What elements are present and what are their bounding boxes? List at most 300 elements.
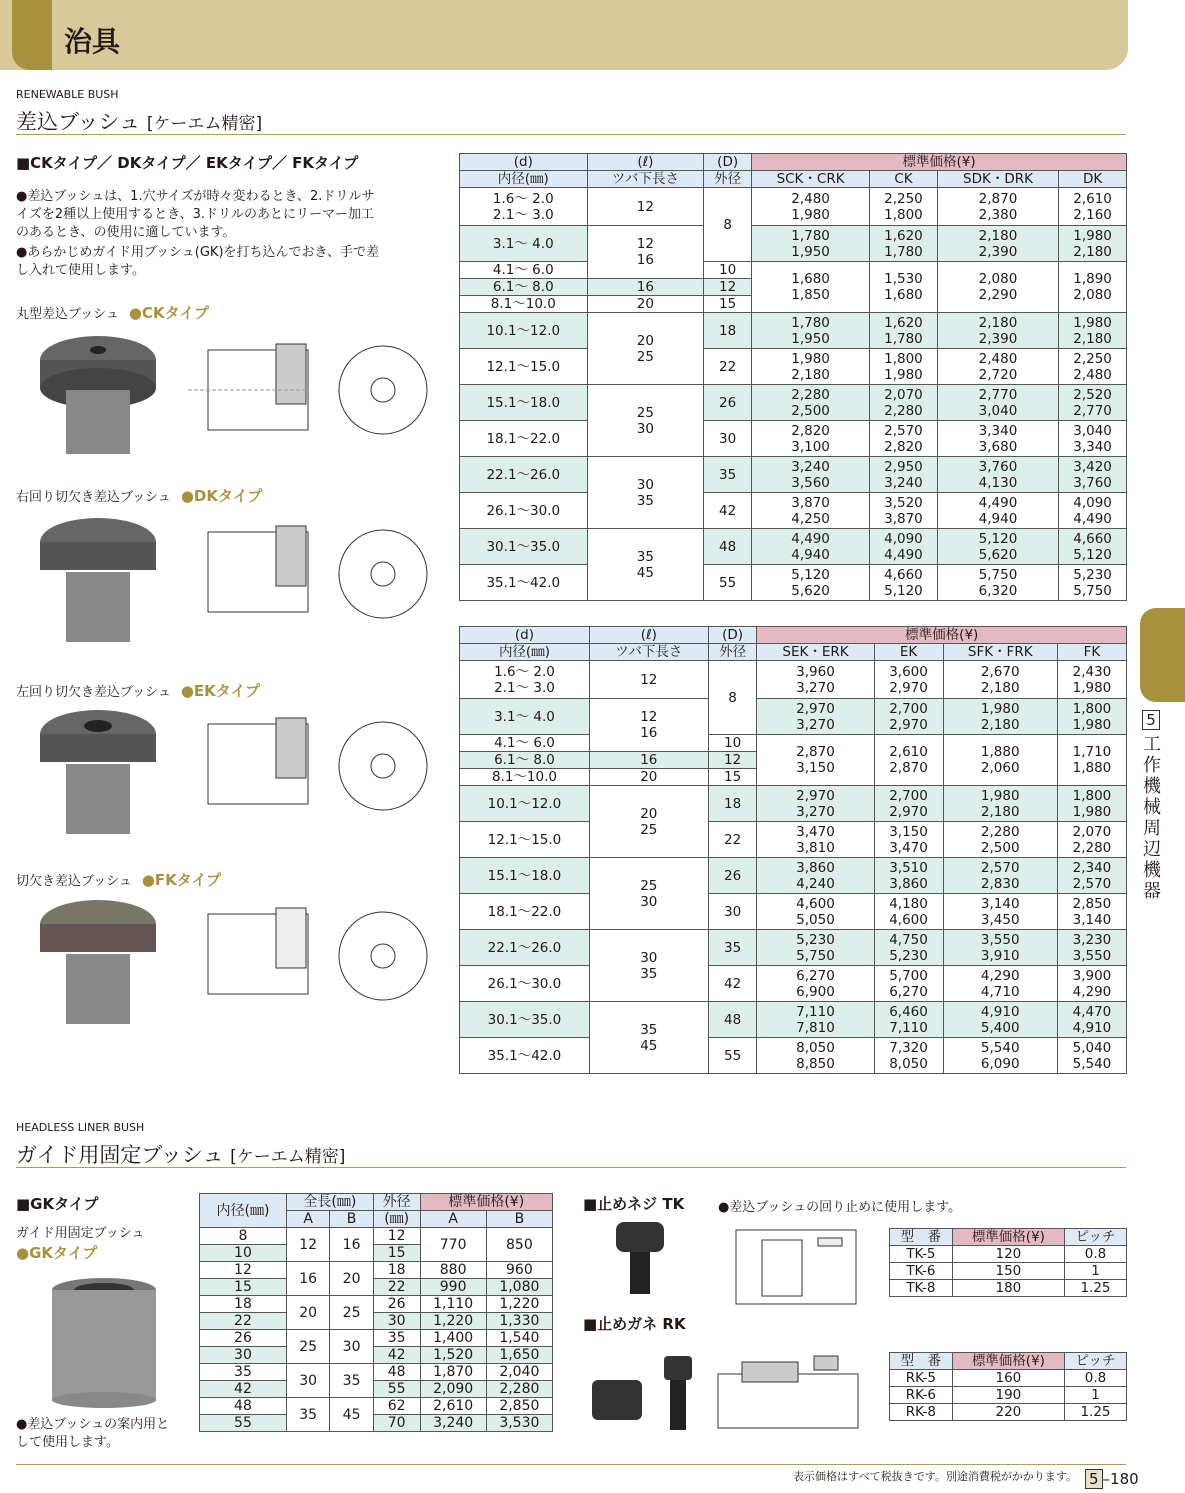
table-cell: 42: [704, 493, 752, 529]
table-cell: 880: [420, 1262, 486, 1279]
table-cell: 10.1～12.0: [460, 313, 588, 349]
table-cell: 1,620 1,780: [870, 313, 938, 349]
col-header: (d): [460, 627, 590, 644]
col-header: B: [486, 1211, 552, 1228]
table-row: [460, 421, 1127, 457]
tk-heading: ■止めネジ TK: [583, 1195, 685, 1213]
col-header: EK: [874, 644, 943, 661]
col-header: (D): [704, 154, 752, 171]
table-cell: 10: [704, 262, 752, 279]
table-cell: 48: [708, 1002, 757, 1038]
table-cell: 4,600 5,050: [757, 894, 874, 930]
rk-drawing: [714, 1352, 864, 1432]
table-cell: 960: [486, 1262, 552, 1279]
col-header: (ℓ): [587, 154, 704, 171]
note-2: ●あらかじめガイド用ブッシュ(GK)を打ち込んでおき、手で差し入れて使用します。: [16, 245, 380, 278]
table-cell: 16: [587, 279, 704, 296]
product-type: ●CKタイプ: [128, 304, 209, 322]
table-cell: 25: [330, 1296, 373, 1330]
table-cell: 30: [286, 1364, 329, 1398]
table-cell: 3,530: [486, 1415, 552, 1432]
table-cell: 22: [200, 1313, 287, 1330]
table-cell: 8: [708, 661, 757, 735]
table-cell: 55: [704, 565, 752, 601]
table-cell: 30: [373, 1313, 420, 1330]
table-cell: 30 35: [587, 457, 704, 529]
table-cell: 2,970 3,270: [757, 786, 874, 822]
table-row: [460, 822, 1127, 858]
table-cell: 26.1～30.0: [460, 493, 588, 529]
table-cell: 1,330: [486, 1313, 552, 1330]
table-row: [890, 1263, 1127, 1280]
table-cell: 8,050 8,850: [757, 1038, 874, 1074]
section1-subtitle: RENEWABLE BUSH: [16, 88, 119, 101]
table-cell: 4,490 4,940: [752, 529, 870, 565]
table-row: [200, 1381, 553, 1398]
col-header: ピッチ: [1064, 1353, 1126, 1370]
table-cell: 5,700 6,270: [874, 966, 943, 1002]
table-cell: 1,890 2,080: [1059, 262, 1127, 313]
product-type: ●FKタイプ: [141, 871, 222, 889]
table-cell: 42: [200, 1381, 287, 1398]
table-cell: 3.1～ 4.0: [460, 699, 590, 735]
col-header: ツバ下長さ: [587, 171, 704, 188]
table-cell: 18.1～22.0: [460, 421, 588, 457]
table-cell: 150: [952, 1263, 1064, 1280]
table-cell: 5,040 5,540: [1057, 1038, 1126, 1074]
table-row: [200, 1347, 553, 1364]
table-cell: 2,090: [420, 1381, 486, 1398]
dk-bush-photo: [36, 512, 160, 646]
gk-heading: ■GKタイプ: [16, 1195, 99, 1213]
table-cell: 35 45: [589, 1002, 708, 1074]
table-cell: 1,620 1,780: [870, 226, 938, 262]
page-num: –180: [1102, 1470, 1139, 1488]
ck-bush-photo: [36, 330, 160, 460]
table-cell: 1,530 1,680: [870, 262, 938, 313]
table-row: [200, 1364, 553, 1381]
col-header: CK: [870, 171, 938, 188]
table-cell: RK-5: [890, 1370, 953, 1387]
table-cell: 1,980 2,180: [943, 699, 1057, 735]
table-cell: 2,080 2,290: [937, 262, 1058, 313]
header-tab: [12, 0, 52, 70]
divider: [16, 1464, 1126, 1465]
table-cell: 1,980 2,180: [1059, 226, 1127, 262]
page-chapter: 5: [1085, 1469, 1103, 1489]
table-cell: 1,800 1,980: [870, 349, 938, 385]
table-cell: 3,150 3,470: [874, 822, 943, 858]
table-cell: 3,240: [420, 1415, 486, 1432]
table-row: [460, 493, 1127, 529]
col-header: SCK・CRK: [752, 171, 870, 188]
table-cell: 1.6～ 2.0 2.1～ 3.0: [460, 661, 590, 699]
table-cell: 12 16: [589, 699, 708, 752]
table-cell: 1,400: [420, 1330, 486, 1347]
rk-price-table: [889, 1352, 1127, 1421]
table-cell: 2,180 2,390: [937, 226, 1058, 262]
table-cell: 7,110 7,810: [757, 1002, 874, 1038]
table-cell: 1,800 1,980: [1057, 786, 1126, 822]
table-cell: 6.1～ 8.0: [460, 752, 590, 769]
price-header: 標準価格(¥): [757, 627, 1127, 644]
col-header: DK: [1059, 171, 1127, 188]
table-cell: 850: [486, 1228, 552, 1262]
table-cell: 1,540: [486, 1330, 552, 1347]
table-cell: 2,610: [420, 1398, 486, 1415]
table-cell: 2,180 2,390: [937, 313, 1058, 349]
section2-title-text: ガイド用固定ブッシュ: [16, 1143, 224, 1167]
rk-photo: [588, 1352, 702, 1432]
table-cell: TK-6: [890, 1263, 953, 1280]
section1-title: [16, 106, 262, 136]
table-row: [200, 1296, 553, 1313]
table-row: [890, 1370, 1127, 1387]
table-cell: 0.8: [1064, 1370, 1126, 1387]
table-row: [460, 226, 1127, 262]
table-cell: 2,430 1,980: [1057, 661, 1126, 699]
product-ek-label: [16, 680, 260, 701]
table-cell: RK-8: [890, 1404, 953, 1421]
table-cell: 18: [200, 1296, 287, 1313]
table-cell: 2,480 2,720: [937, 349, 1058, 385]
table-cell: 48: [373, 1364, 420, 1381]
table-cell: 1.25: [1064, 1404, 1126, 1421]
col-header: (㎜): [373, 1211, 420, 1228]
table-row: [890, 1280, 1127, 1297]
table-cell: 3,870 4,250: [752, 493, 870, 529]
note-1: ●差込ブッシュは、1.穴サイズが時々変わるとき、2.ドリルサイズを2種以上使用するとき、3.ドリルのあとにリーマー加工のあるとき、の使用に適しています。: [16, 189, 375, 240]
table-cell: 30: [704, 421, 752, 457]
table-cell: 4,490 4,940: [937, 493, 1058, 529]
col-header: 外径: [373, 1194, 420, 1211]
table-cell: 30: [708, 894, 757, 930]
table-cell: 3,600 2,970: [874, 661, 943, 699]
table-cell: 35.1～42.0: [460, 565, 588, 601]
table-cell: 1,680 1,850: [752, 262, 870, 313]
table-cell: 35: [708, 930, 757, 966]
table-cell: 2,280 2,500: [752, 385, 870, 421]
product-ck-label: [16, 302, 209, 323]
table-cell: 1,220: [420, 1313, 486, 1330]
table-cell: 4.1～ 6.0: [460, 262, 588, 279]
chapter-number: 5: [1142, 710, 1160, 730]
section1-maker: [ケーエム精密]: [146, 114, 263, 134]
table-cell: 5,230 5,750: [1059, 565, 1127, 601]
table-cell: 2,570 2,820: [870, 421, 938, 457]
table-cell: 1,650: [486, 1347, 552, 1364]
table-cell: 1,880 2,060: [943, 735, 1057, 786]
table-cell: 20: [589, 769, 708, 786]
table-cell: 7,320 8,050: [874, 1038, 943, 1074]
table-cell: 2,610 2,870: [874, 735, 943, 786]
table-cell: 3,520 3,870: [870, 493, 938, 529]
table-cell: 1,800 1,980: [1057, 699, 1126, 735]
table-cell: 2,700 2,970: [874, 786, 943, 822]
table-cell: 3,860 4,240: [757, 858, 874, 894]
table-cell: 18.1～22.0: [460, 894, 590, 930]
table-cell: 2,520 2,770: [1059, 385, 1127, 421]
product-name: 切欠き差込ブッシュ: [16, 874, 132, 889]
col-header: ツバ下長さ: [589, 644, 708, 661]
divider: [16, 1167, 1126, 1168]
table-cell: 2,480 1,980: [752, 188, 870, 226]
col-header: SFK・FRK: [943, 644, 1057, 661]
col-header: (d): [460, 154, 588, 171]
table-cell: 42: [708, 966, 757, 1002]
table-cell: 4,660 5,120: [870, 565, 938, 601]
table-cell: TK-8: [890, 1280, 953, 1297]
table-cell: 3,040 3,340: [1059, 421, 1127, 457]
ek-drawing: [168, 704, 438, 838]
table-cell: 2,250 2,480: [1059, 349, 1127, 385]
table-cell: 5,230 5,750: [757, 930, 874, 966]
product-dk-label: [16, 485, 262, 506]
col-header: (D): [708, 627, 757, 644]
col-header: 標準価格(¥): [952, 1229, 1064, 1246]
table-row: [460, 262, 1127, 279]
rk-heading: ■止めガネ RK: [583, 1315, 686, 1333]
table-cell: 48: [704, 529, 752, 565]
table-cell: 1,780 1,950: [752, 226, 870, 262]
table-row: [460, 529, 1127, 565]
tk-price-table: [889, 1228, 1127, 1297]
table-row: [460, 786, 1127, 822]
col-header: 標準価格(¥): [952, 1353, 1064, 1370]
header-bar: [0, 0, 1128, 70]
table-cell: 15.1～18.0: [460, 858, 590, 894]
chapter-tab: [1140, 608, 1185, 702]
table-cell: 4,180 4,600: [874, 894, 943, 930]
table-cell: 48: [200, 1398, 287, 1415]
table-cell: 220: [952, 1404, 1064, 1421]
table-cell: 22: [708, 822, 757, 858]
product-type: ●EKタイプ: [180, 682, 261, 700]
col-header: 全長(㎜): [286, 1194, 373, 1211]
table-cell: 35: [330, 1364, 373, 1398]
table-cell: 190: [952, 1387, 1064, 1404]
table-row: [460, 858, 1127, 894]
table-cell: 4,660 5,120: [1059, 529, 1127, 565]
table-cell: 3,510 3,860: [874, 858, 943, 894]
table-cell: 12: [704, 279, 752, 296]
price-table-ck: [459, 153, 1127, 601]
table-cell: 3,420 3,760: [1059, 457, 1127, 493]
table-cell: 1: [1064, 1387, 1126, 1404]
table-cell: 2,570 2,830: [943, 858, 1057, 894]
table-cell: 2,970 3,270: [757, 699, 874, 735]
gk-name: ガイド用固定ブッシュ: [16, 1226, 145, 1241]
table-cell: 1,220: [486, 1296, 552, 1313]
tk-drawing: [732, 1226, 860, 1308]
table-cell: 20 25: [587, 313, 704, 385]
col-header: A: [420, 1211, 486, 1228]
table-cell: 12: [589, 661, 708, 699]
ck-drawing: [168, 330, 438, 460]
table-cell: 4,470 4,910: [1057, 1002, 1126, 1038]
chapter-label: 工作機械周辺機器: [1143, 734, 1161, 902]
table-cell: 35.1～42.0: [460, 1038, 590, 1074]
table-row: [460, 930, 1127, 966]
page-title: 治具: [64, 25, 121, 58]
table-row: [460, 349, 1127, 385]
table-row: [460, 894, 1127, 930]
table-cell: 5,120 5,620: [937, 529, 1058, 565]
table-cell: 25 30: [589, 858, 708, 930]
price-table-ek: [459, 626, 1127, 1074]
table-row: [890, 1404, 1127, 1421]
section2-maker: [ケーエム精密]: [230, 1147, 346, 1167]
table-cell: 2,850 3,140: [1057, 894, 1126, 930]
col-header: B: [330, 1211, 373, 1228]
table-cell: 8.1～10.0: [460, 769, 590, 786]
col-header: FK: [1057, 644, 1126, 661]
table-cell: 55: [373, 1381, 420, 1398]
table-cell: 6,270 6,900: [757, 966, 874, 1002]
gk-note: ●差込ブッシュの案内用として使用します。: [16, 1417, 170, 1450]
table-row: [460, 966, 1127, 1002]
table-cell: 22.1～26.0: [460, 457, 588, 493]
table-row: [460, 457, 1127, 493]
table-cell: 10: [200, 1245, 287, 1262]
table-cell: 12: [286, 1228, 329, 1262]
table-row: [460, 565, 1127, 601]
gk-type: ●GKタイプ: [16, 1244, 98, 1262]
table-cell: 1,080: [486, 1279, 552, 1296]
table-cell: RK-6: [890, 1387, 953, 1404]
table-cell: 15: [200, 1279, 287, 1296]
table-row: [890, 1387, 1127, 1404]
table-cell: 4.1～ 6.0: [460, 735, 590, 752]
table-row: [200, 1279, 553, 1296]
table-cell: 30: [330, 1330, 373, 1364]
table-cell: 22: [373, 1279, 420, 1296]
table-cell: 10: [708, 735, 757, 752]
col-header: SEK・ERK: [757, 644, 874, 661]
table-cell: 2,340 2,570: [1057, 858, 1126, 894]
table-cell: 35 45: [587, 529, 704, 601]
table-cell: 2,280 2,500: [943, 822, 1057, 858]
table-cell: 4,910 5,400: [943, 1002, 1057, 1038]
table-cell: 22.1～26.0: [460, 930, 590, 966]
table-cell: 12: [587, 188, 704, 226]
table-cell: 12: [373, 1228, 420, 1245]
table-cell: 12.1～15.0: [460, 822, 590, 858]
price-header: 標準価格(¥): [420, 1194, 552, 1211]
table-cell: TK-5: [890, 1246, 953, 1263]
section2-subtitle: HEADLESS LINER BUSH: [16, 1121, 145, 1134]
divider: [16, 134, 1126, 135]
table-cell: 35: [200, 1364, 287, 1381]
table-cell: 16: [286, 1262, 329, 1296]
table-cell: 16: [330, 1228, 373, 1262]
table-cell: 2,070 2,280: [870, 385, 938, 421]
table-cell: 2,870 3,150: [757, 735, 874, 786]
table-cell: 12.1～15.0: [460, 349, 588, 385]
table-cell: 1,980 2,180: [1059, 313, 1127, 349]
table-cell: 26: [200, 1330, 287, 1347]
table-cell: 10.1～12.0: [460, 786, 590, 822]
table-cell: 2,770 3,040: [937, 385, 1058, 421]
table-row: [460, 188, 1127, 226]
table-cell: 16: [589, 752, 708, 769]
tk-note: ●差込ブッシュの回り止めに使用します。: [718, 1200, 962, 1215]
table-cell: 35: [704, 457, 752, 493]
table-cell: 1,520: [420, 1347, 486, 1364]
table-cell: 8: [200, 1228, 287, 1245]
table-row: [460, 661, 1127, 699]
table-cell: 25 30: [587, 385, 704, 457]
table-cell: 4,090 4,490: [870, 529, 938, 565]
table-cell: 35: [373, 1330, 420, 1347]
table-cell: 20: [286, 1296, 329, 1330]
table-cell: 20: [330, 1262, 373, 1296]
table-cell: 26: [708, 858, 757, 894]
table-cell: 26.1～30.0: [460, 966, 590, 1002]
table-cell: 1,870: [420, 1364, 486, 1381]
fk-drawing: [168, 894, 438, 1028]
table-cell: 15: [373, 1245, 420, 1262]
price-table-gk: [199, 1193, 553, 1432]
table-cell: 4,290 4,710: [943, 966, 1057, 1002]
table-cell: 2,670 2,180: [943, 661, 1057, 699]
table-row: [200, 1262, 553, 1279]
table-cell: 180: [952, 1280, 1064, 1297]
table-row: [890, 1246, 1127, 1263]
table-cell: 18: [708, 786, 757, 822]
table-cell: 1,780 1,950: [752, 313, 870, 349]
table-cell: 3,230 3,550: [1057, 930, 1126, 966]
table-cell: 2,070 2,280: [1057, 822, 1126, 858]
table-cell: 3,470 3,810: [757, 822, 874, 858]
table-cell: 3,140 3,450: [943, 894, 1057, 930]
table-row: [200, 1415, 553, 1432]
table-cell: 42: [373, 1347, 420, 1364]
table-cell: 15: [704, 296, 752, 313]
table-cell: 26: [704, 385, 752, 421]
table-cell: 2,250 1,800: [870, 188, 938, 226]
table-cell: 6.1～ 8.0: [460, 279, 588, 296]
table-cell: 30.1～35.0: [460, 529, 588, 565]
table-cell: 12: [200, 1262, 287, 1279]
table-cell: 15.1～18.0: [460, 385, 588, 421]
table-cell: 160: [952, 1370, 1064, 1387]
table-cell: 1,110: [420, 1296, 486, 1313]
table-row: [200, 1330, 553, 1347]
product-type: ●DKタイプ: [180, 487, 263, 505]
table-cell: 1,980 2,180: [943, 786, 1057, 822]
table-cell: 2,870 2,380: [937, 188, 1058, 226]
table-row: [200, 1398, 553, 1415]
col-header: A: [286, 1211, 329, 1228]
types-heading: ■CKタイプ／ DKタイプ／ EKタイプ／ FKタイプ: [16, 154, 359, 172]
table-row: [460, 735, 1127, 752]
table-cell: 55: [708, 1038, 757, 1074]
col-header: 外径: [708, 644, 757, 661]
col-header: (ℓ): [589, 627, 708, 644]
table-cell: 26: [373, 1296, 420, 1313]
product-name: 丸型差込ブッシュ: [16, 307, 119, 322]
table-cell: 8: [704, 188, 752, 262]
table-cell: 12: [708, 752, 757, 769]
table-cell: 2,610 2,160: [1059, 188, 1127, 226]
table-row: [460, 699, 1127, 735]
col-header: 型 番: [890, 1229, 953, 1246]
col-header: 内径(㎜): [200, 1194, 287, 1228]
table-cell: 120: [952, 1246, 1064, 1263]
table-cell: 18: [704, 313, 752, 349]
table-cell: 2,040: [486, 1364, 552, 1381]
